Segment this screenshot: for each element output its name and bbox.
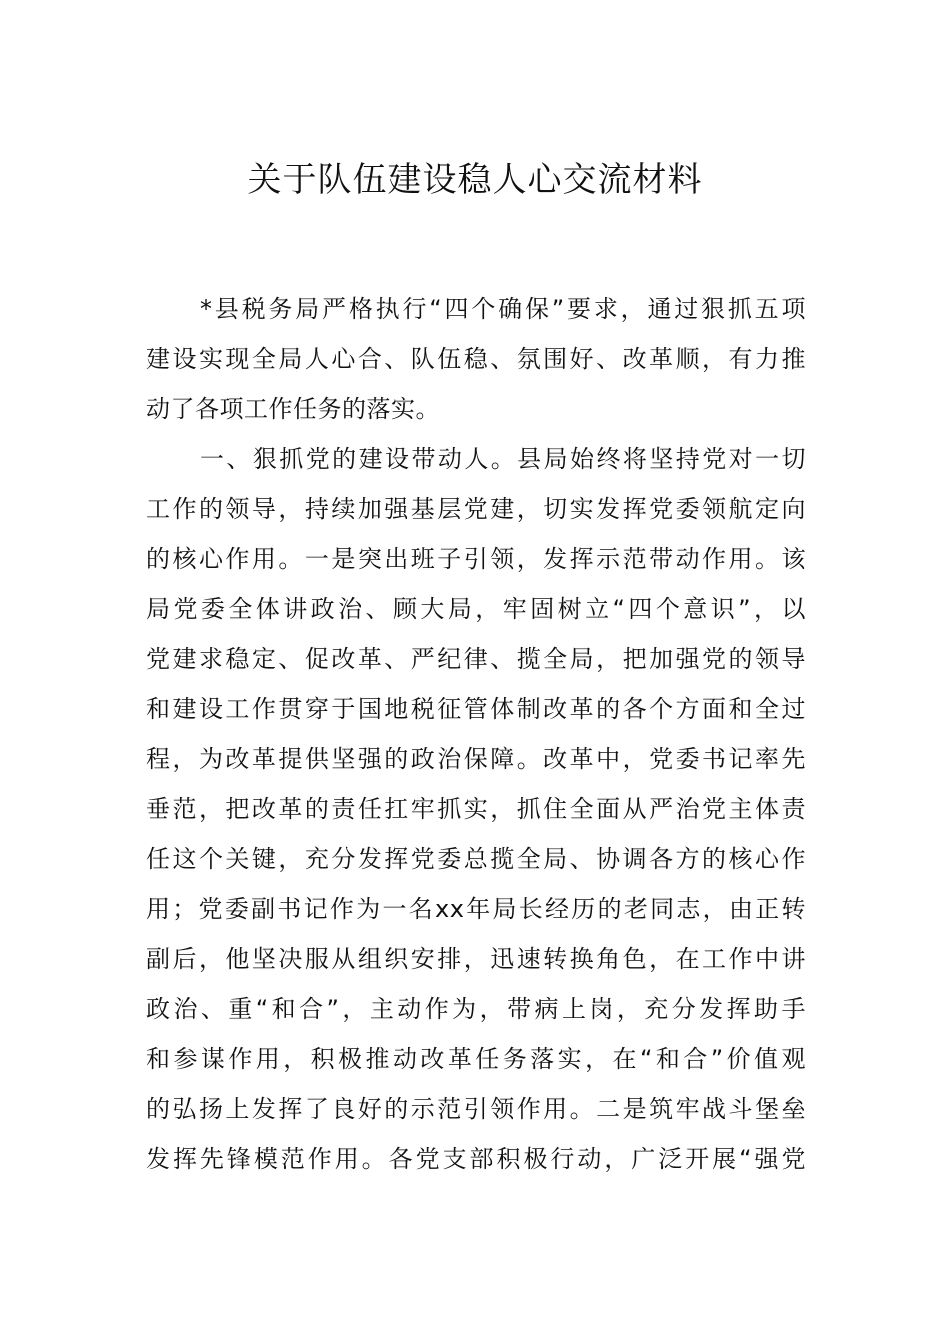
paragraph-line: 的核心作用。一是突出班子引领，发挥示范带动作用。该	[146, 545, 806, 573]
paragraph-line: 工作的领导，持续加强基层党建，切实发挥党委领航定向	[146, 495, 806, 523]
paragraph-line: 程，为改革提供坚强的政治保障。改革中，党委书记率先	[146, 745, 806, 773]
paragraph-line: 动了各项工作任务的落实。	[146, 395, 440, 423]
paragraph-line: 用；党委副书记作为一名xx年局长经历的老同志，由正转	[146, 895, 806, 923]
document-body	[146, 284, 806, 1184]
paragraph-line: 发挥先锋模范作用。各党支部积极行动，广泛开展“强党	[146, 1145, 806, 1173]
paragraph-line: 垂范，把改革的责任扛牢抓实，抓住全面从严治党主体责	[146, 795, 806, 823]
document-title: 关于队伍建设稳人心交流材料	[247, 160, 703, 200]
paragraph-line: 和参谋作用，积极推动改革任务落实，在“和合”价值观	[146, 1045, 806, 1073]
paragraph-line: 建设实现全局人心合、队伍稳、氛围好、改革顺，有力推	[146, 345, 806, 373]
paragraph-line: *县税务局严格执行“四个确保”要求，通过狠抓五项	[200, 295, 806, 323]
paragraph-line: 任这个关键，充分发挥党委总揽全局、协调各方的核心作	[146, 845, 806, 873]
paragraph-line: 一、狠抓党的建设带动人。县局始终将坚持党对一切	[200, 445, 806, 473]
paragraph-line: 和建设工作贯穿于国地税征管体制改革的各个方面和全过	[146, 695, 806, 723]
paragraph-line: 局党委全体讲政治、顾大局，牢固树立“四个意识”，以	[146, 595, 806, 623]
paragraph-line: 副后，他坚决服从组织安排，迅速转换角色，在工作中讲	[146, 945, 806, 973]
paragraph-line: 党建求稳定、促改革、严纪律、揽全局，把加强党的领导	[146, 645, 806, 673]
paragraph-line: 政治、重“和合”，主动作为，带病上岗，充分发挥助手	[146, 995, 806, 1023]
paragraph-line: 的弘扬上发挥了良好的示范引领作用。二是筑牢战斗堡垒	[146, 1095, 806, 1123]
